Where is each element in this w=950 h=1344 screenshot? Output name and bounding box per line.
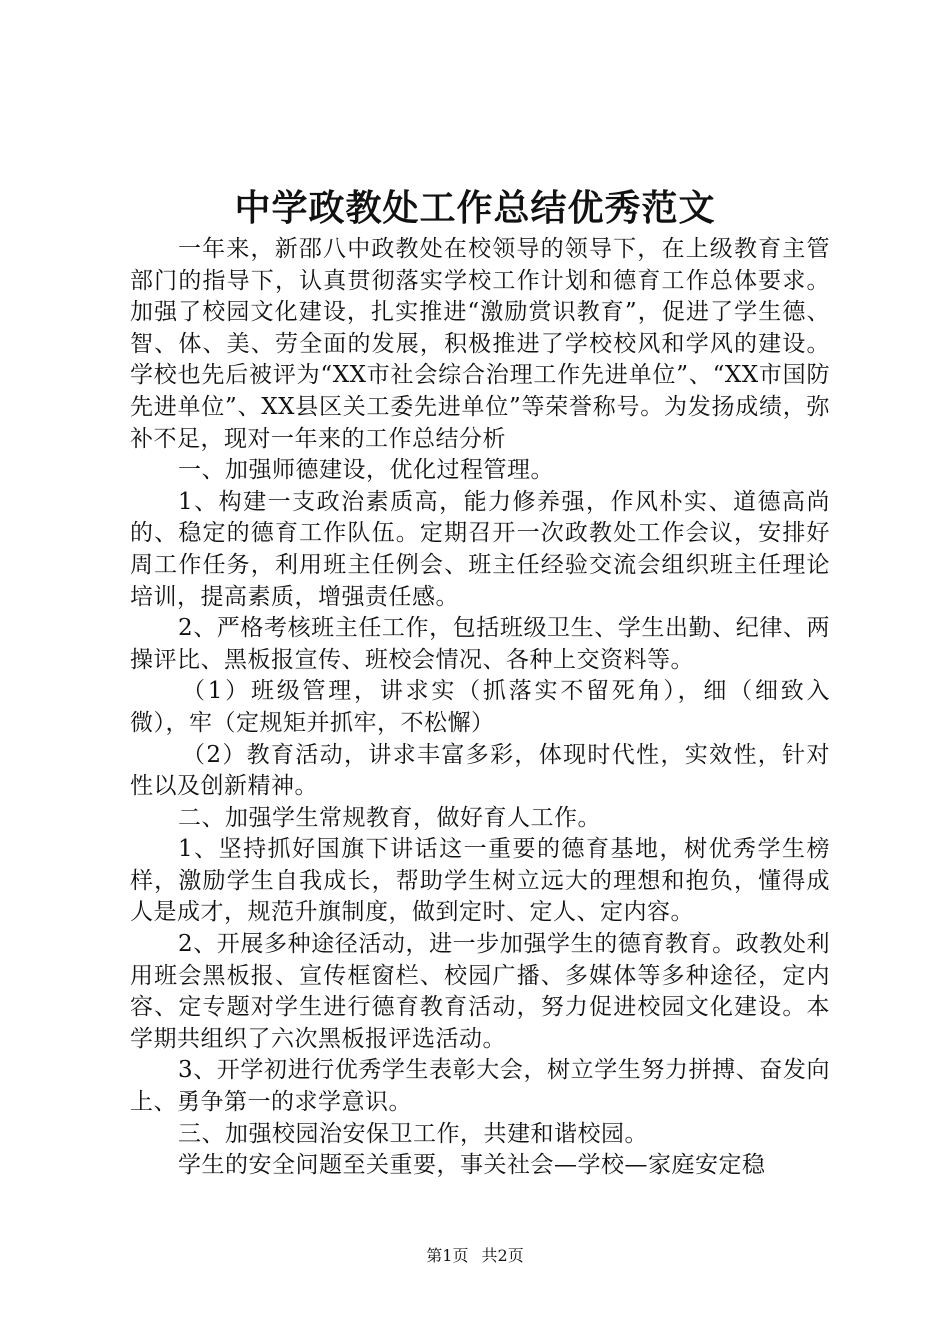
paragraph-2-2: 2、开展多种途径活动，进一步加强学生的德育教育。政教处利用班会黑板报、宣传框窗栏、校园广播、多媒体等多种途径，定内容、定专题对学生进行德育教育活动，努力促进校园文化建设。本学期共组织了六次黑板报评选活动。 [130, 931, 830, 1052]
page-total: 共2页 [481, 1246, 524, 1265]
paragraph-2-3: 3、开学初进行优秀学生表彰大会，树立学生努力拼搏、奋发向上、勇争第一的求学意识。 [130, 1057, 830, 1116]
page-footer [0, 1244, 950, 1268]
paragraph-3-1: 学生的安全问题至关重要，事关社会—学校—家庭安定稳 [178, 1152, 766, 1179]
section-heading-1: 一、加强师德建设，优化过程管理。 [178, 457, 554, 484]
paragraph-1-2-b: （2）教育活动，讲求丰富多彩，体现时代性，实效性，针对性以及创新精神。 [130, 741, 830, 800]
document-title: 中学政教处工作总结优秀范文 [234, 187, 716, 229]
paragraph-2-1: 1、坚持抓好国旗下讲话这一重要的德育基地，树优秀学生榜样，激励学生自我成长，帮助学生树立远大的理想和抱负，懂得成人是成才，规范升旗制度，做到定时、定人、定内容。 [130, 836, 830, 926]
section-heading-3: 三、加强校园治安保卫工作，共建和谐校园。 [178, 1120, 648, 1147]
paragraph-1-2-a: （1）班级管理，讲求实（抓落实不留死角），细（细致入微），牢（定规矩并抓牢，不松懈） [130, 678, 830, 736]
paragraph-1-2: 2、严格考核班主任工作，包括班级卫生、学生出勤、纪律、两操评比、黑板报宣传、班校会情况、各种上交资料等。 [130, 615, 830, 673]
document-body [130, 234, 830, 1182]
section-heading-2: 二、加强学生常规教育，做好育人工作。 [178, 804, 601, 831]
paragraph-intro: 一年来，新邵八中政教处在校领导的领导下，在上级教育主管部门的指导下，认真贯彻落实学校工作计划和德育工作总体要求。加强了校园文化建设，扎实推进“激励赏识教育”，促进了学生德、智、体、美、劳全面的发展，积极推进了学校校风和学风的建设。学校也先后被评为“XX市社会综合治理工作先进单位”、“XX市国防先进单位”、XX县区关工委先进单位”等荣誉称号。为发扬成绩，弥补不足，现对一年来的工作总结分析 [130, 236, 830, 452]
page-number: 第1页 [426, 1246, 469, 1265]
paragraph-1-1: 1、构建一支政治素质高，能力修养强，作风朴实、道德高尚的、稳定的德育工作队伍。定期召开一次政教处工作会议，安排好周工作任务，利用班主任例会、班主任经验交流会组织班主任理论培训，提高素质，增强责任感。 [130, 488, 830, 610]
